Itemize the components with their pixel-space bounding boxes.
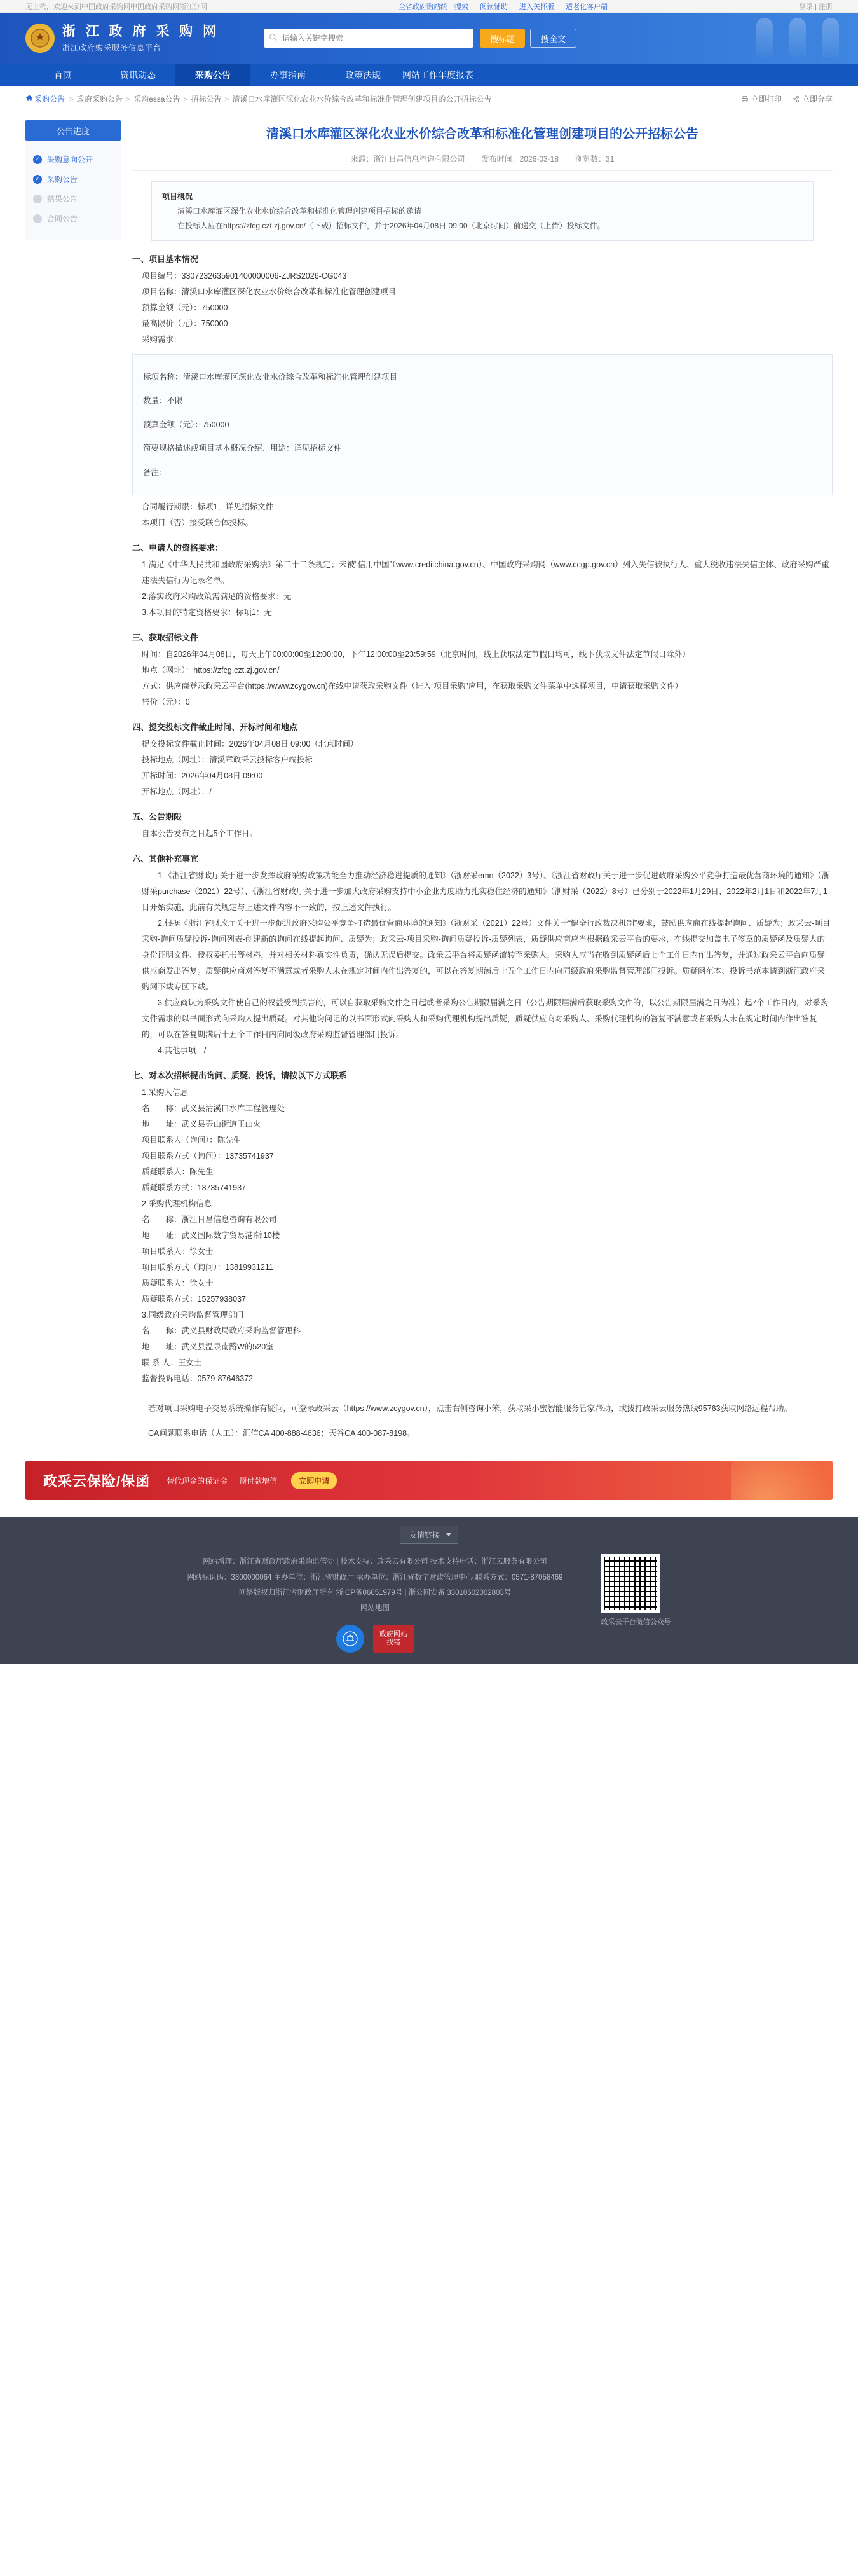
gov-badge-blue-icon[interactable]: [336, 1625, 364, 1653]
search-title-button[interactable]: 搜标题: [480, 29, 525, 48]
section-qualification-body: [142, 557, 833, 621]
section-heading-qualification: 二、申请人的资格要求：: [132, 543, 224, 553]
contacts-group-purchaser: [142, 1085, 833, 1196]
breadcrumb-home-icon: [25, 94, 33, 104]
page-layout: [0, 111, 858, 1442]
breadcrumb-item-2[interactable]: 采购essa公告: [133, 95, 180, 104]
breadcrumb: 采购公告 > 政府采购公告 > 采购essa公告 > 招标公告 > 清溪口水库灌区深化农业水价综合改革和标准化管理创建项目的公开招标公告 立即打印 立即分享: [0, 86, 858, 111]
print-icon: [741, 95, 749, 103]
search-fulltext-button[interactable]: 搜全文: [530, 29, 576, 48]
deadline-line-3: 开标时间：2026年04月08日 09:00: [142, 771, 263, 781]
agency-challenge-person: 质疑联系人：徐女士: [142, 1279, 214, 1288]
contract-term-line: 合同履行期限：标项1，详见招标文件: [142, 502, 273, 512]
agency-contact-person: 项目联系人：徐女士: [142, 1247, 214, 1257]
meta-publish-time: 发布时间：2026-03-18: [481, 155, 559, 163]
print-action[interactable]: [741, 93, 782, 104]
package-line-5: 备注：: [143, 467, 167, 477]
promo-title: 政采云保险/保函: [43, 1473, 151, 1489]
section-heading-get-docs: 三、获取招标文件: [132, 633, 199, 643]
search-box[interactable]: [264, 29, 473, 48]
footer-info: [187, 1554, 562, 1653]
article-meta: [132, 153, 833, 171]
package-line-2: 数量：不限: [143, 396, 183, 406]
deadline-line-1: 提交投标文件截止时间：2026年04月08日 09:00（北京时间）: [142, 740, 358, 749]
purchaser-name: 名 称：武义县清溪口水库工程管理处: [142, 1104, 285, 1113]
nav-item-news[interactable]: 资讯动态: [120, 70, 156, 80]
circle-icon: [33, 195, 42, 203]
package-line-4: 简要规格描述或项目基本概况介绍、用途：详见招标文件: [143, 444, 342, 453]
section-supplement-body: [142, 868, 833, 1059]
qual-line-3: 3.本项目的特定资格要求：标项1：无: [142, 608, 272, 617]
footer-qrcode: [601, 1554, 671, 1653]
promo-banner[interactable]: [25, 1461, 833, 1500]
nav-item-policy[interactable]: 政策法规: [345, 70, 381, 80]
footer-line-2: 网站标识码：3300000064 主办单位：浙江省财政厅 承办单位：浙江省数字财政管理中心 联系方式：0571-87058469: [187, 1573, 563, 1581]
progress-step-result[interactable]: [25, 189, 121, 209]
breadcrumb-root[interactable]: 采购公告: [34, 95, 65, 104]
header-search-area: [264, 29, 576, 48]
site-header: [0, 13, 858, 64]
project-overview-title: 项目概况: [162, 192, 193, 201]
progress-step-label: 合同公告: [47, 214, 78, 223]
topbar-links: [207, 1, 799, 11]
section-heading-supplement: 六、其他补充事宜: [132, 854, 199, 864]
basic-line-2: 项目名称：清溪口水库灌区深化农业水价综合改革和标准化管理创建项目: [142, 287, 397, 297]
project-overview-line-1: 清溪口水库灌区深化农业水价综合改革和标准化管理创建项目招标的邀请: [177, 206, 422, 216]
section-heading-deadline: 四、提交投标文件截止时间、开标时间和地点: [132, 722, 298, 733]
topbar-login[interactable]: 登录 | 注册: [799, 3, 833, 11]
search-input[interactable]: [281, 33, 468, 43]
section-heading-period: 五、公告期限: [132, 812, 182, 822]
period-line-1: 自本公告发布之日起5个工作日。: [142, 829, 257, 839]
site-subtitle: 浙江政府购采服务信息平台: [62, 43, 162, 52]
deadline-line-2: 投标地点（网址）：清溪章政采云投标客户端投标: [142, 755, 313, 765]
consortium-line: 本项目（否）接受联合体投标。: [142, 518, 254, 528]
breadcrumb-item-current: 清溪口水库灌区深化农业水价综合改革和标准化管理创建项目的公开招标公告: [232, 95, 492, 104]
nav-item-annual-report[interactable]: 网站工作年度报表: [402, 70, 473, 80]
project-overview-line-2: 在投标人应在https://zfcg.czt.zj.gov.cn/（下载）招标文件，并于2026年04月08日 09:00（北京时间）前递交（上传）投标文件。: [177, 221, 605, 230]
basic-line-4: 最高限价（元）：750000: [142, 319, 228, 329]
supp-para-4: 4.其他事项：/: [158, 1046, 207, 1056]
progress-step-announcement[interactable]: [25, 169, 121, 189]
section-period-body: [142, 826, 833, 842]
topbar-link-accessibility[interactable]: 阅读辅助: [480, 3, 508, 11]
share-icon: [792, 95, 800, 103]
progress-step-label: 结果公告: [47, 195, 78, 203]
section-heading-basic: 一、项目基本情况: [132, 254, 199, 265]
progress-step-label: 采购意向公开: [47, 155, 93, 164]
docs-line-2: 地点（网址）：https://zfcg.czt.zj.gov.cn/: [142, 666, 280, 675]
package-line-1: 标项名称：清溪口水库灌区深化农业水价综合改革和标准化管理创建项目: [143, 372, 398, 382]
contacts-group-supervisor: [142, 1307, 833, 1387]
breadcrumb-item-3[interactable]: 招标公告: [191, 95, 222, 104]
section-basic-body: [142, 268, 833, 348]
promo-sub-2: 预付款增信: [239, 1476, 278, 1485]
share-action[interactable]: [792, 93, 833, 104]
contacts-purchaser-title: 1.采购人信息: [142, 1088, 188, 1098]
meta-views: 浏览数：31: [575, 155, 615, 163]
gov-badge-red-icon[interactable]: 政府网站 找错: [373, 1625, 414, 1653]
nav-item-home[interactable]: 首页: [54, 70, 72, 80]
deadline-line-4: 开标地点（网址）：/: [142, 787, 212, 797]
section-heading-contacts: 七、对本次招标提出询问、质疑、投诉，请按以下方式联系: [132, 1071, 348, 1081]
utility-topbar: [0, 0, 858, 13]
topbar-link-elderly-client[interactable]: 适老化客户端: [566, 3, 608, 11]
page-title: 清溪口水库灌区深化农业水价综合改革和标准化管理创建项目的公开招标公告: [266, 127, 698, 141]
qual-line-2: 2.落实政府采购政策需满足的资格要求：无: [142, 592, 292, 602]
basic-line-5: 采购需求：: [142, 335, 182, 345]
basic-line-1: 项目编号：3307232635901400000006-ZJRS2026-CG043: [142, 272, 347, 281]
footer-line-1: 网站增理：浙江省财政厅政府采购监管处 | 技术支持：政采云有限公司 技术支持电话：浙江云服务有限公司: [203, 1558, 547, 1566]
qual-line-1: 1.满足《中华人民共和国政府采购法》第二十二条规定；未被“信用中国”（www.creditchina.gov.cn）、中国政府采购网（www.ccgp.gov.cn）列入失信被执行人、重大税收违法失信主体、政府采购严重违法失信行为记录名单。: [142, 560, 829, 586]
footer-badges: [187, 1616, 562, 1653]
contacts-group-agency: [142, 1196, 833, 1307]
share-label: 立即分享: [801, 95, 833, 104]
contacts-agency-title: 2.采购代理机构信息: [142, 1199, 212, 1209]
breadcrumb-item-1[interactable]: 政府采购公告: [77, 95, 123, 104]
topbar-link-search[interactable]: 全省政府购站统一搜索: [398, 3, 468, 11]
agency-address: 地 址：武义国际数字贸易港I锦10楼: [142, 1231, 280, 1241]
site-footer: [0, 1517, 858, 1664]
footer-sitemap-link[interactable]: 网站地图: [360, 1604, 390, 1612]
docs-line-1: 时间：自2026年04月08日，每天上午00:00:00至12:00:00，下午12:00:00至23:59:59（北京时间，线上获取法定节假日均可，线下获取文件法定节假日除外）: [142, 650, 690, 659]
purchaser-contact-phone: 项目联系方式（询问）：13735741937: [142, 1152, 274, 1161]
supp-para-2: 2.根据《浙江省财政厅关于进一步促进政府采购公平竞争打造最优营商环境的通知》（浙财采（2021）22号）文件关于“健全行政裁决机制”要求，鼓励供应商在线提起询问、质疑为；政采云-项目采购-询问质疑投诉-询问列表-创建新的询问在线提起询问、质疑为；政采云-项目采购-询问质疑投诉-质疑列表，质疑供应商应当根据政采云平台的要求，在线提交加盖电子签章的质疑函及质疑人的身份证明文件、授权委托书等材料，并对相关材料真实性负责，确认无误后提交。政采云平台将质疑函流转至采购人，采购人应当在收到质疑函后七个工作日内作出答复，并通过政采云平台向质疑供应商发出答复。质疑供应商对答复不满意或者采购人未在规定时间内作出答复的，可以在答复期满后十五个工作日内向同级政府采购监督管理部门投诉。质疑函范本、投诉书范本请到浙江政府采购网下载专区下载。: [142, 919, 831, 992]
meta-source: 来源：浙江日昌信息咨询有限公司: [350, 155, 465, 163]
purchaser-challenge-person: 质疑联系人：陈先生: [142, 1167, 214, 1177]
agency-name: 名 称：浙江日昌信息咨询有限公司: [142, 1215, 277, 1225]
basic-line-3: 预算金额（元）：750000: [142, 303, 228, 313]
supervisor-address: 地 址：武义县温泉南路W的520室: [142, 1342, 274, 1352]
contacts-supervisor-title: 3.同级政府采购监督管理部门: [142, 1311, 244, 1320]
supp-para-3: 3.供应商认为采购文件使自己的权益受到损害的，可以自获取采购文件之日起或者采购公告期限届满之日（公告期限届满后获取采购文件的，以公告期限届满之日为准）起7个工作日内，对采购文件需求的以书面形式向采购人提出质疑。对其他询问记的以书面形式向采购人和采购代理机构提出质疑，质疑供应商对采购人、采购代理机构的答复不满意或者采购人未在规定时间内作出答复的，可以在答复期满后十五个工作日内向同级政府采购监督管理部门投诉。: [142, 998, 828, 1040]
package-detail-box: [132, 354, 833, 495]
progress-step-label: 采购公告: [47, 175, 78, 184]
agency-challenge-phone: 质疑联系方式：15257938037: [142, 1295, 246, 1304]
check-icon: ✓: [33, 175, 42, 184]
nav-item-guide[interactable]: 办事指南: [270, 70, 306, 80]
progress-step-contract[interactable]: [25, 209, 121, 228]
supervisor-name: 名 称：武义县财政局政府采购监督管理科: [142, 1326, 301, 1336]
purchaser-contact-person: 项目联系人（询问）：陈先生: [142, 1136, 242, 1145]
docs-line-4: 售价（元）：0: [142, 698, 190, 707]
purchaser-address: 地 址：武义县壶山街道王山火: [142, 1120, 261, 1129]
docs-line-3: 方式：供应商登录政采云平台(https://www.zcygov.cn)在线申请获取采购文件（进入“项目采购”应用，在获取采购文件菜单中选择项目，申请获取采购文件）: [142, 682, 683, 691]
supervisor-contact-person: 联 系 人：王女士: [142, 1358, 202, 1368]
qr-code-image: [601, 1554, 660, 1613]
friend-links-area: [0, 1517, 858, 1552]
tail-line-2: CA问题联系电话（人工）：汇信CA 400-888-4636；天谷CA 400-087-8198。: [148, 1429, 415, 1438]
site-title-block: [62, 24, 219, 52]
package-line-3: 预算金额（元）：750000: [143, 420, 229, 429]
section-get-docs-body: [142, 647, 833, 710]
announcement-article: [132, 120, 833, 1442]
national-emblem-icon: [25, 24, 55, 53]
circle-icon: [33, 214, 42, 223]
main-nav: [0, 64, 858, 86]
supp-para-1: 1.《浙江省财政厅关于进一步发挥政府采购政策功能全力推动经济稳进提质的通知》（浙财采emn（2022）3号）、《浙江省财政厅关于进一步促进政府采购公平竞争打造最优营商环境的通知》（浙财采purchase（2021）22号）、《浙江省财政厅关于进一步加大政府采购支持中小企业力度助力扎实稳住经济的通知》（浙财采（2022）8号）已分别于2022年1月29日、2022年2月1日和2022年7月1日开始实施，此前有关规定与上述文件内容不一致的，按上述文件执行。: [142, 871, 830, 913]
footer-line-3: 网络版权归浙江省财政厅所有 浙ICP备06051979号 | 浙公网安备 33010602002803号: [238, 1588, 512, 1597]
supervisor-complaint-phone: 监督投诉电话：0579-87646372: [142, 1374, 254, 1384]
header-decoration: [756, 18, 839, 57]
promo-decoration: [731, 1461, 833, 1500]
topbar-link-care-version[interactable]: 进入关怀版: [519, 3, 554, 11]
project-overview-box: [151, 181, 814, 241]
progress-sidebar-title: 公告进度: [25, 120, 121, 141]
print-label: 立即打印: [751, 95, 782, 104]
promo-sub-1: 替代现金的保证金: [167, 1476, 228, 1485]
promo-cta-button[interactable]: 立即申请: [291, 1472, 337, 1489]
search-icon: [269, 33, 277, 43]
package-after-lines: [142, 499, 833, 531]
progress-sidebar: [25, 120, 121, 240]
nav-item-procurement-announcements[interactable]: 采购公告: [175, 64, 250, 86]
friend-links-select[interactable]: 友情链接: [400, 1526, 458, 1544]
agency-contact-phone: 项目联系方式（询问）：13819931211: [142, 1263, 273, 1272]
site-title: 浙 江 政 府 采 购 网: [62, 24, 220, 39]
topbar-welcome: 无上杙，欢迎来到中国政府采购网中国政府采购网浙江分网: [25, 3, 207, 11]
tail-line-1: 若对项目采购电子交易系统操作有疑问，可登录政采云（https://www.zcygov.cn），点击右侧咨询小笨，获取采小蜜智能服务管家帮助，或拨打政采云服务热线95763获取网络远程帮助。: [148, 1404, 793, 1414]
qr-code-caption: 政采云干台微信公众号: [601, 1618, 671, 1627]
purchaser-challenge-phone: 质疑联系方式：13735741937: [142, 1183, 246, 1193]
progress-step-intent[interactable]: [25, 149, 121, 169]
check-icon: ✓: [33, 155, 42, 164]
article-tail: [132, 1401, 833, 1442]
section-deadline-body: [142, 736, 833, 800]
